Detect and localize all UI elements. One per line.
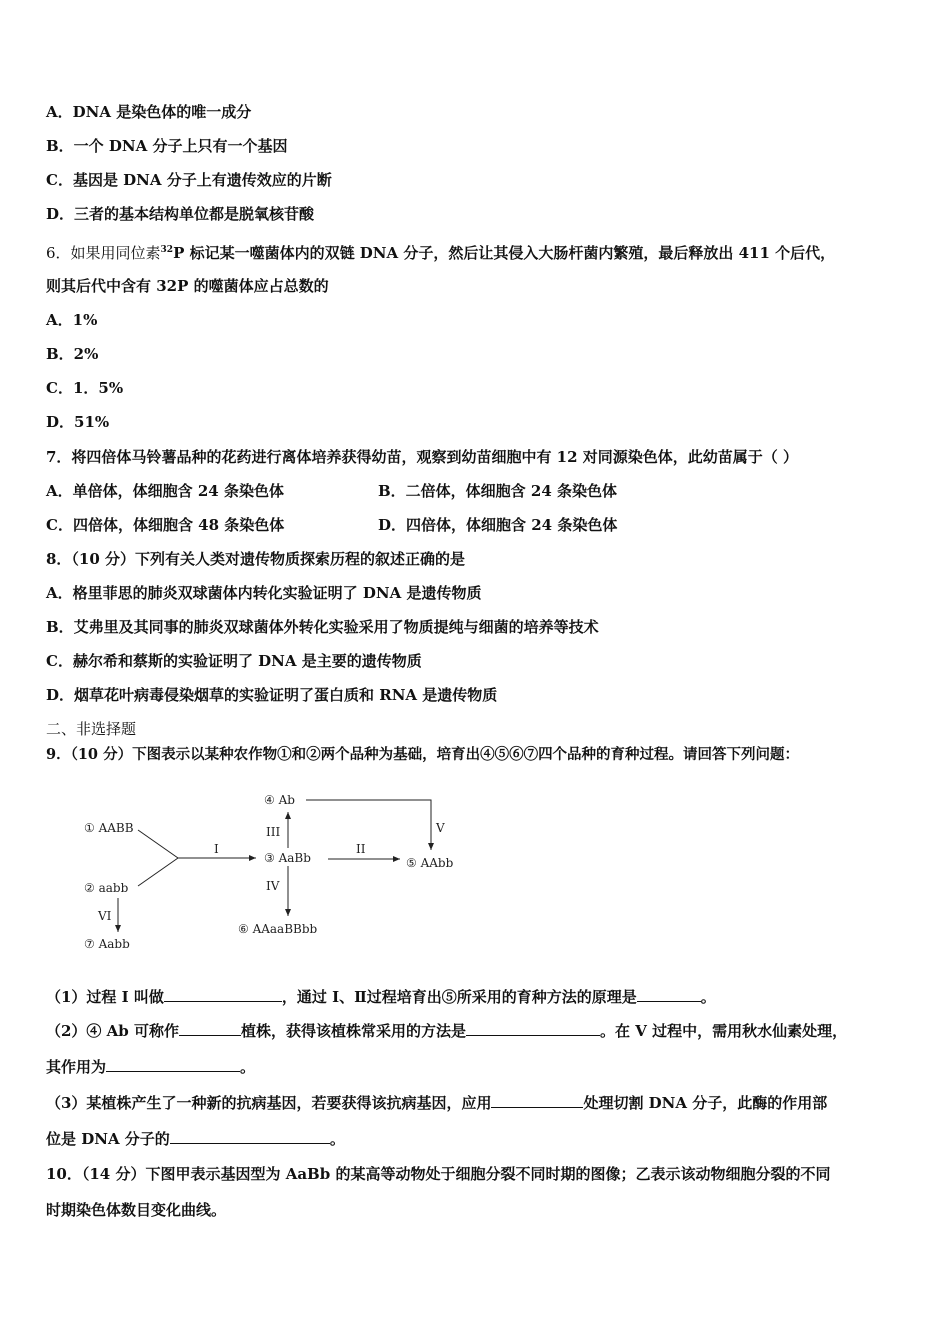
q6-stem-line2: 则其后代中含有 32P 的噬菌体应占总数的 [46,277,329,295]
label-process-1: I [214,842,219,856]
node-7: ⑦ Aabb [84,937,130,951]
q9-sub2-c: 。在 V 过程中，需用秋水仙素处理， [600,1022,848,1040]
line-1-merge [138,830,178,858]
q6-option-a: A．1% [46,311,98,329]
blank-4 [466,1021,600,1036]
q8-option-b: B．艾弗里及其同事的肺炎双球菌体外转化实验采用了物质提纯与细菌的培养等技术 [46,618,599,636]
q8-stem: 8．（10 分）下列有关人类对遗传物质探索历程的叙述正确的是 [46,550,466,568]
q10-stem-line1: 10．（14 分）下图甲表示基因型为 AaBb 的某高等动物处于细胞分裂不同时期的图像；乙表示该动物细胞分裂的不同 [46,1165,831,1183]
q7-option-c: C．四倍体，体细胞含 48 条染色体 [46,516,285,534]
line-2-merge [138,858,178,886]
q7-stem: 7．将四倍体马铃薯品种的花药进行离体培养获得幼苗，观察到幼苗细胞中有 12 对同源染色体，此幼苗属于（ ） [46,448,798,466]
blank-3 [179,1021,241,1036]
label-process-2: II [356,842,366,856]
q7-option-b: B．二倍体，体细胞含 24 条染色体 [378,482,617,500]
q6-option-d: D．51% [46,413,110,431]
q9-sub3-a: （3）某植株产生了一种新的抗病基因，若要获得该抗病基因，应用 [46,1094,492,1112]
q7-option-a: A．单倍体，体细胞含 24 条染色体 [46,482,284,500]
label-process-3: III [266,825,281,839]
node-1: ① AABB [84,821,134,835]
q6-prefix: 6．如果用同位素 [46,244,161,262]
blank-1 [164,987,282,1002]
label-process-6: VI [98,909,112,923]
q9-sub1-b: ，通过 I、Ⅱ过程培育出⑤所采用的育种方法的原理是 [281,988,637,1006]
q6-superscript: 32 [160,245,174,255]
node-4: ④ Ab [264,793,295,807]
label-process-5: V [436,821,445,835]
q9-sub3-c: 位是 DNA 分子的 [46,1130,170,1148]
q7-option-d: D．四倍体，体细胞含 24 条染色体 [378,516,618,534]
arrow-process-5 [306,800,431,850]
q5-option-b: B．一个 DNA 分子上只有一个基因 [46,137,288,155]
node-3: ③ AaBb [264,851,311,865]
q9-sub1 [46,987,716,1007]
node-6: ⑥ AAaaBBbb [238,922,318,936]
q9-sub3-b: 处理切割 DNA 分子，此酶的作用部 [583,1094,828,1112]
q9-sub2-d: 其作用为 [46,1058,107,1076]
q9-sub3-line1 [46,1093,827,1113]
q9-sub2-e: 。 [240,1058,256,1076]
q6-option-c: C．1．5% [46,379,124,397]
q9-sub2-b: 植株，获得该植株常采用的方法是 [241,1022,467,1040]
q5-option-c: C．基因是 DNA 分子上有遗传效应的片断 [46,171,332,189]
q9-sub2-line1 [46,1021,847,1041]
q8-option-c: C．赫尔希和蔡斯的实验证明了 DNA 是主要的遗传物质 [46,652,422,670]
breeding-diagram [70,782,490,962]
q8-option-a: A．格里菲思的肺炎双球菌体内转化实验证明了 DNA 是遗传物质 [46,584,482,602]
blank-6 [491,1093,583,1108]
q9-sub1-a: （1）过程 I 叫做 [46,988,164,1006]
label-process-4: IV [266,879,280,893]
q9-sub1-c: 。 [700,988,716,1006]
q9-sub3-line2 [46,1129,345,1149]
blank-7 [170,1129,330,1144]
q6-stem-line1 [46,240,835,263]
q9-sub2-line2 [46,1057,255,1077]
q9-sub3-d: 。 [329,1130,345,1148]
q5-option-a: A．DNA 是染色体的唯一成分 [46,103,252,121]
section-heading: 二、非选择题 [46,720,137,738]
q8-option-d: D．烟草花叶病毒侵染烟草的实验证明了蛋白质和 RNA 是遗传物质 [46,686,498,704]
q6-option-b: B．2% [46,345,99,363]
q10-stem-line2: 时期染色体数目变化曲线。 [46,1201,227,1219]
blank-2 [637,987,701,1002]
q9-stem: 9．（10 分）下图表示以某种农作物①和②两个品种为基础，培育出④⑤⑥⑦四个品种的育种过程。请回答下列问题： [46,746,800,763]
q5-option-d: D．三者的基本结构单位都是脱氧核苷酸 [46,205,315,223]
q9-sub2-a: （2）④ Ab 可称作 [46,1022,180,1040]
q6-stem-rest: P 标记某一噬菌体内的双链 DNA 分子，然后让其侵入大肠杆菌内繁殖，最后释放出 411 个后代， [173,244,836,262]
node-5: ⑤ AAbb [406,856,454,870]
blank-5 [106,1057,240,1072]
node-2: ② aabb [84,881,129,895]
